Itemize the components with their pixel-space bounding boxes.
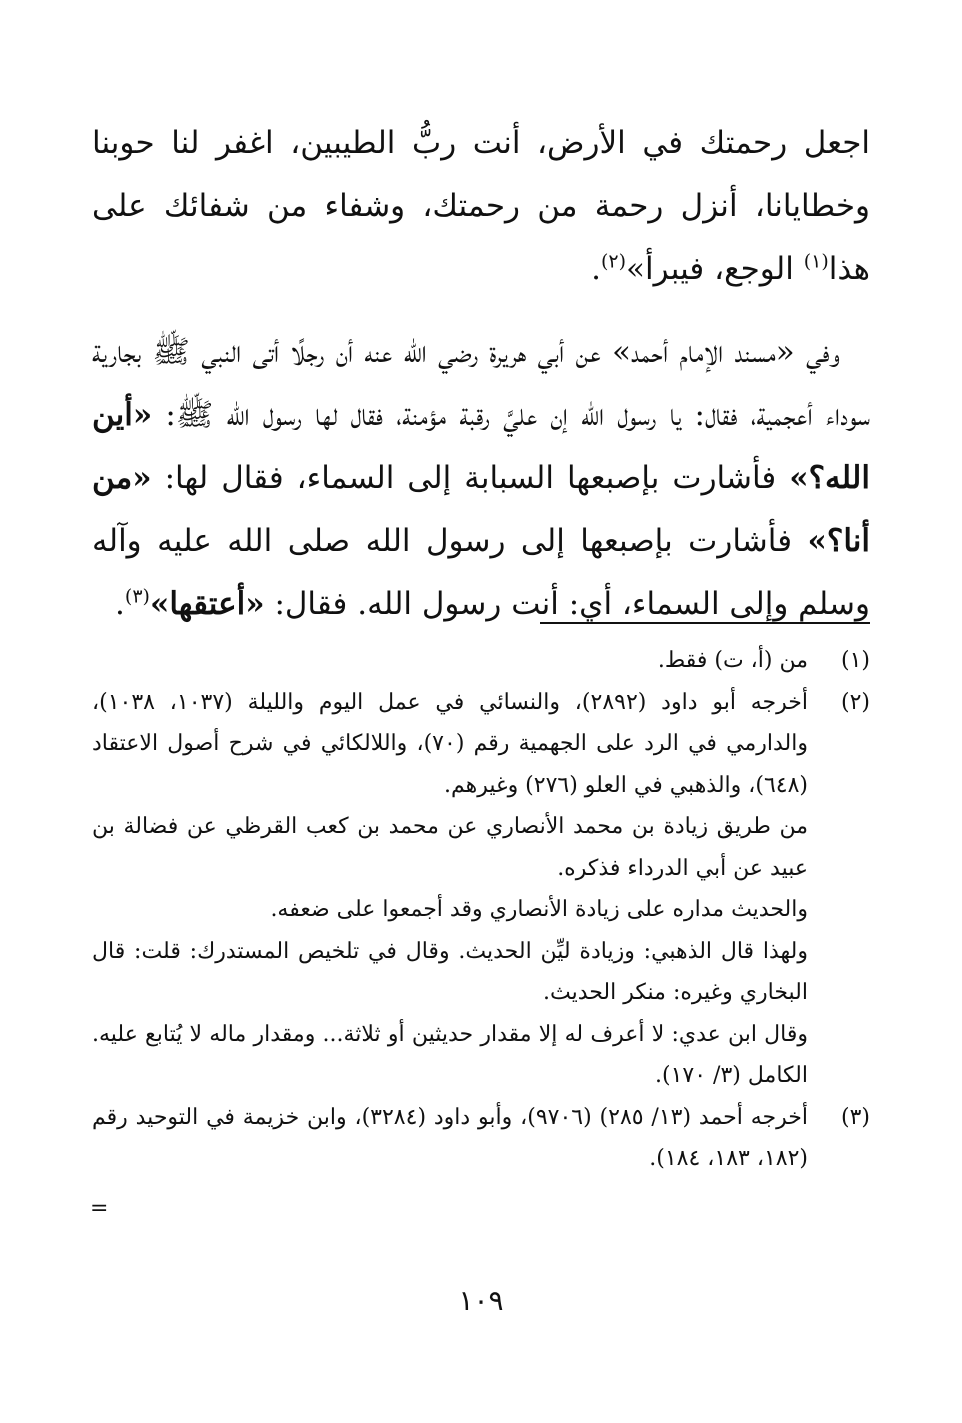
footnote-number: (٣)	[840, 1104, 870, 1130]
hadith-quote: «أين الله؟»	[92, 397, 870, 496]
footnote-text: من طريق زيادة بن محمد الأنصاري عن محمد بن كعب القرظي عن فضالة بن عبيد عن أبي الدرداء فذكره.	[92, 814, 808, 881]
footnote-body	[92, 682, 808, 1097]
footnote-text: والحديث مداره على زيادة الأنصاري وقد أجمعوا على ضعفه.	[270, 897, 808, 922]
footnote-ref-1[interactable]: (١)	[803, 250, 829, 273]
footnotes	[92, 640, 870, 1180]
continuation-mark: =	[90, 1196, 109, 1221]
footnote-1	[92, 640, 870, 682]
footnote-ref-3[interactable]: (٣)	[124, 585, 150, 608]
hadith-quote: «من أنا؟»	[92, 460, 870, 559]
paragraph-text: .	[591, 251, 601, 287]
footnote-3	[92, 1097, 870, 1180]
footnote-divider	[540, 622, 870, 624]
hadith-quote: «أعتقها»	[149, 586, 265, 622]
footnote-body	[92, 1097, 808, 1180]
footnote-ref-2[interactable]: (٢)	[600, 250, 627, 273]
footnote-text: أخرجه أحمد (١٣/ ٢٨٥) (٩٧٠٦)، وأبو داود (٣٢٨٤)، وابن خزيمة في التوحيد رقم (١٨٢، ١٨٣، ١٨٤).	[92, 1104, 808, 1171]
footnote-body	[92, 640, 808, 682]
paragraph-text: فأشارت بإصبعها إلى رسول الله صلى الله عليه وآله وسلم وإلى السماء، أي: أنت رسول الله. فقال:	[92, 523, 870, 622]
footnote-2	[92, 682, 870, 1097]
main-text	[92, 112, 870, 636]
page-number: ١٠٩	[458, 1284, 504, 1317]
paragraph-text: وفي «مسند الإمام أحمد» عن أبي هريرة رضي الله عنه أن رجلًا أتى النبي ﷺ بجارية سوداء أعجمية، فقال: يا رسول الله إن عليَّ رقبة مؤمنة، فقال لها رسول الله ﷺ:	[92, 334, 870, 433]
paragraph-text: اجعل رحمتك في الأرض، أنت ربُّ الطيبين، اغفر لنا حوبنا وخطايانا، أنزل رحمة من رحمتك، وشفاء من شفائك على هذا	[92, 125, 870, 287]
main-paragraph-1	[92, 112, 870, 301]
paragraph-text: .	[115, 586, 125, 622]
paragraph-text: الوجع، فيبرأ»	[626, 251, 804, 287]
footnote-number: (١)	[840, 648, 870, 673]
paragraph-text: فأشارت بإصبعها السبابة إلى السماء، فقال لها:	[151, 460, 790, 496]
footnote-text: ولهذا قال الذهبي: وزيادة ليِّن الحديث. وقال في تلخيص المستدرك: قلت: قال البخاري وغيره: منكر الحديث.	[92, 938, 808, 1005]
footnote-number: (٢)	[840, 689, 870, 715]
footnote-text: وقال ابن عدي: لا أعرف له إلا مقدار حديثين أو ثلاثة... ومقدار ماله لا يُتابع عليه. الكامل (٣/ ١٧٠).	[92, 1021, 809, 1088]
footnote-text: من (أ، ت) فقط.	[657, 648, 808, 673]
footnote-text: أخرجه أبو داود (٢٨٩٢)، والنسائي في عمل اليوم والليلة (١٠٣٧، ١٠٣٨)، والدارمي في الرد على الجهمية رقم (٧٠)، واللالكائي في شرح أصول الاعتقاد (٦٤٨)، والذهبي في العلو (٢٧٦) وغيرهم.	[92, 689, 809, 798]
main-paragraph-2	[92, 321, 870, 636]
